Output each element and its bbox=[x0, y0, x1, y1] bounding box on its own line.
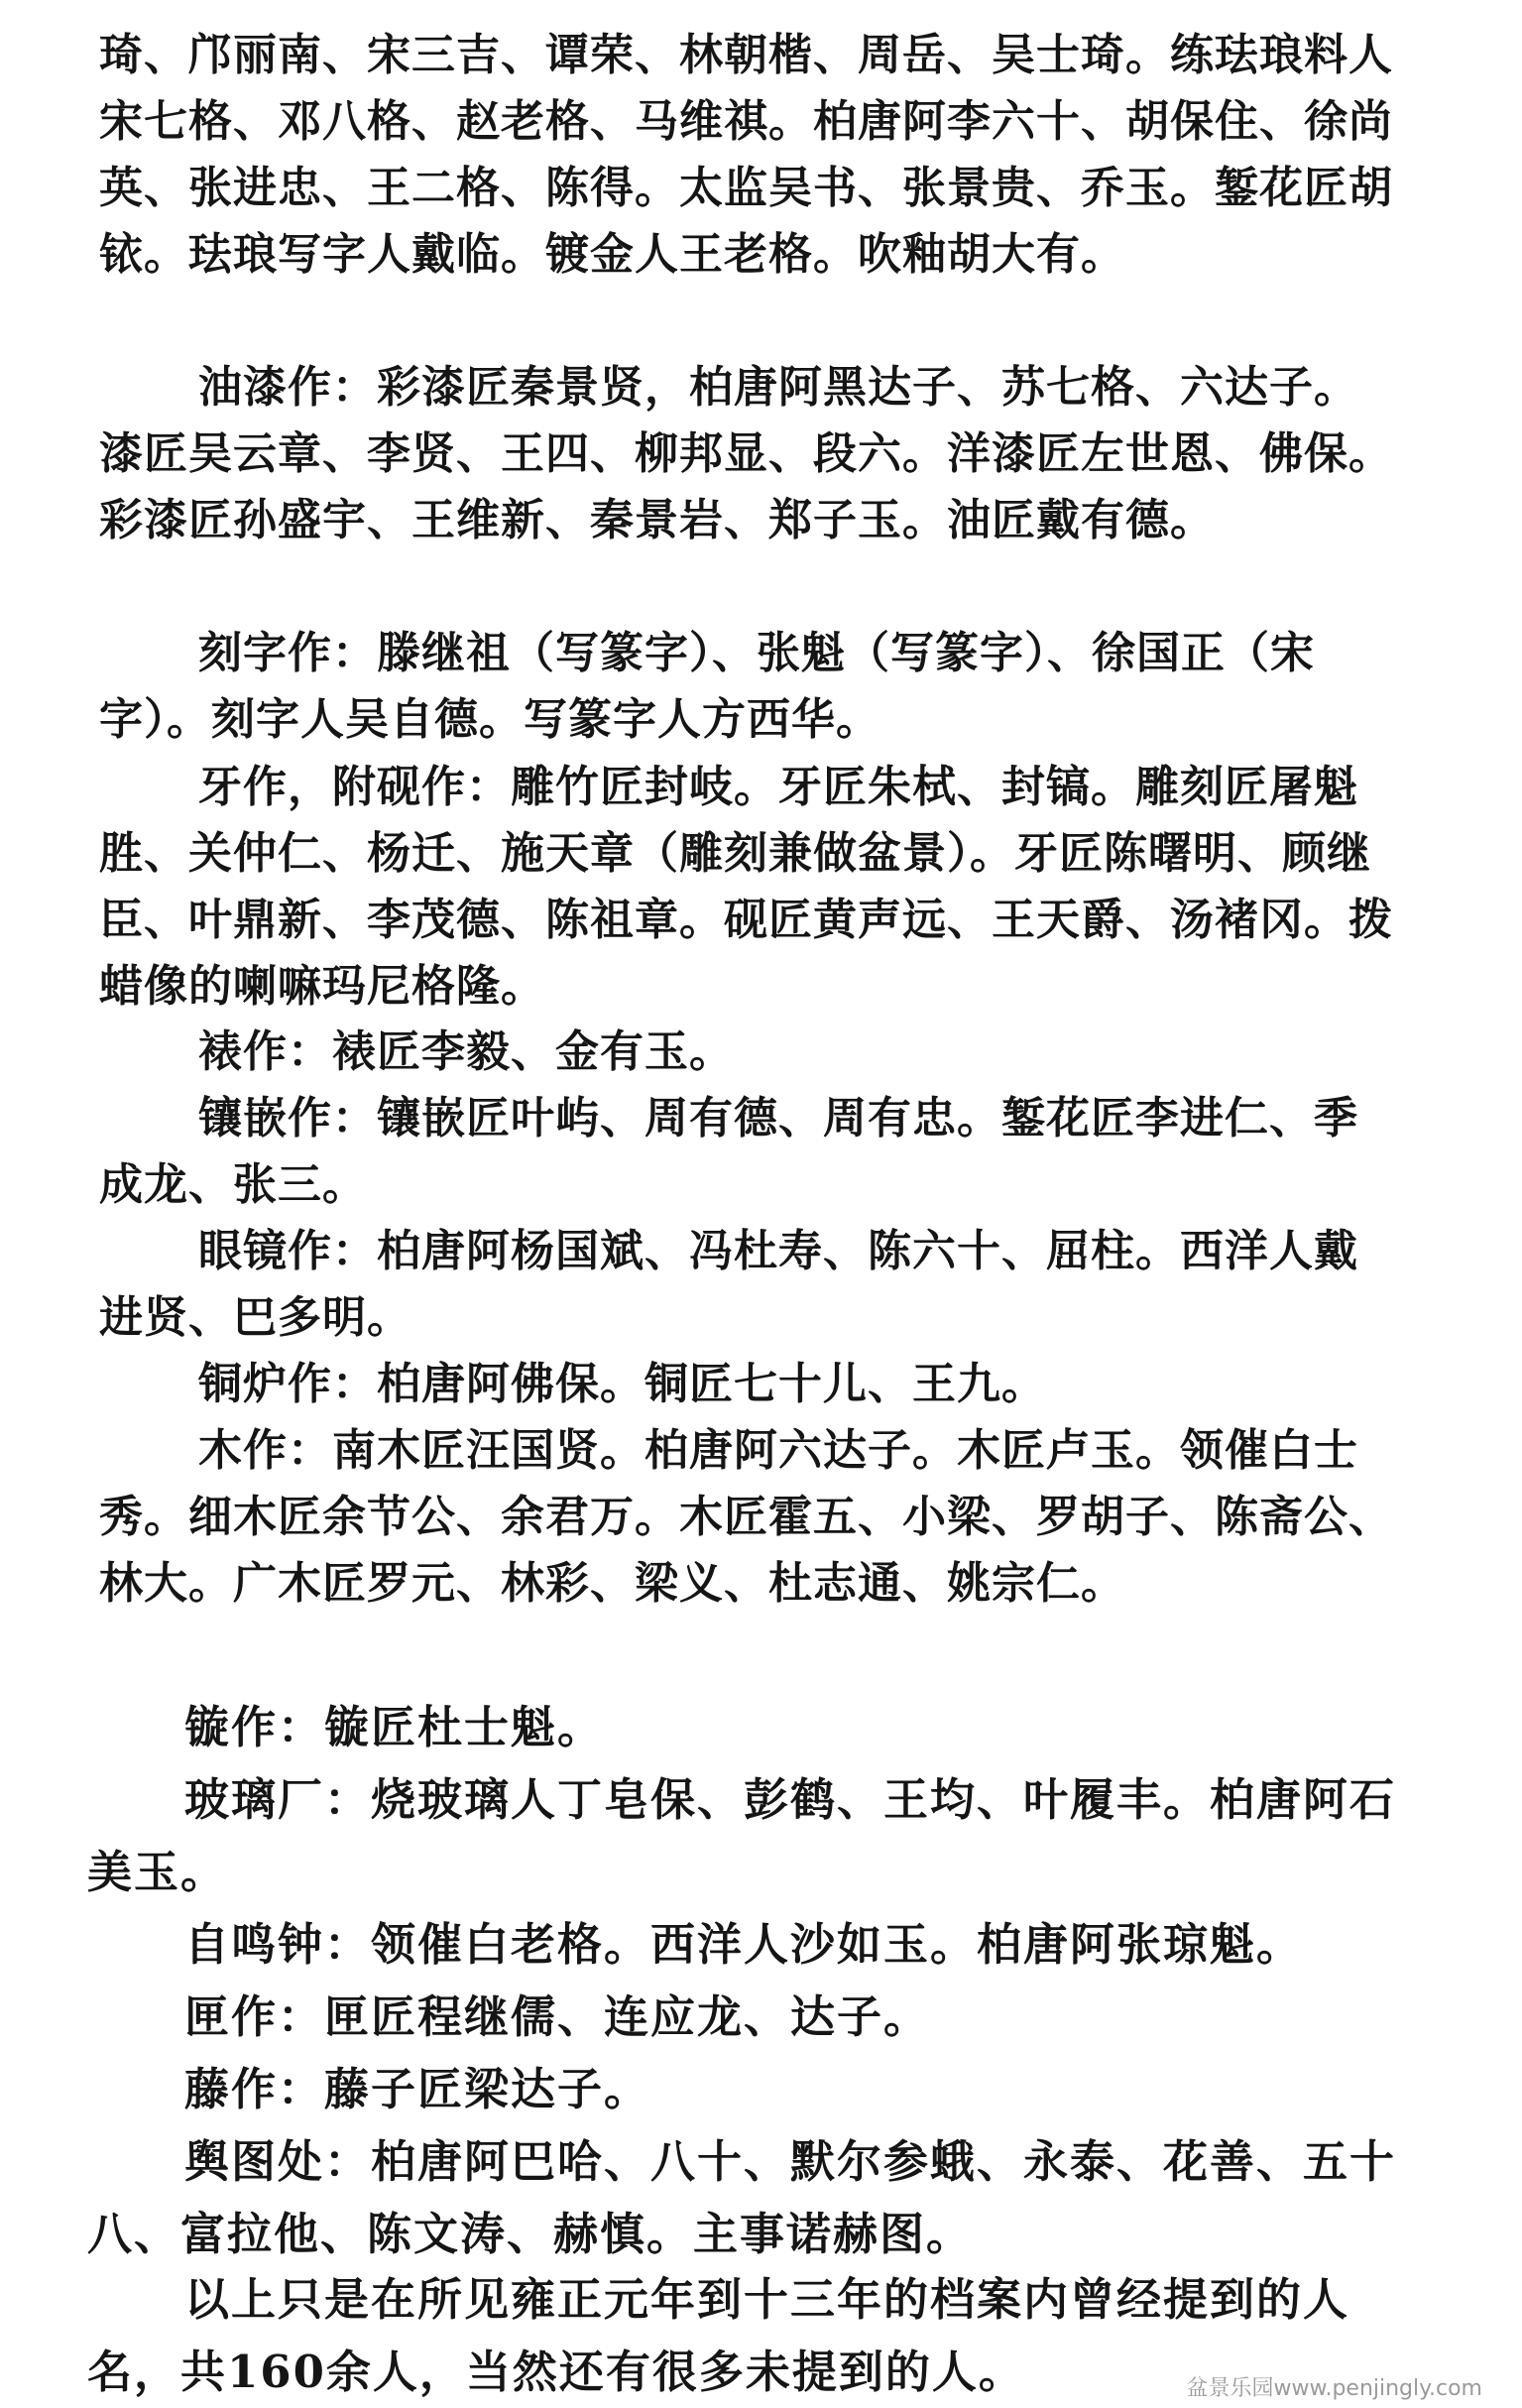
paragraph-summary: 以上只是在所见雍正元年到十三年的档案内曾经提到的人名，共160余人，当然还有很多未提到的人。 bbox=[87, 2273, 1350, 2398]
paragraph-enamel-workers: 琦、邝丽南、宋三吉、谭荣、林朝楷、周岳、吴士琦。练珐琅料人宋七格、邓八格、赵老格、马维祺。柏唐阿李六十、胡保住、徐尚英、张进忠、王二格、陈得。太监吴书、张景贵、乔玉。錾花匠胡铱。珐琅写字人戴临。镀金人王老格。吹釉胡大有。 bbox=[99, 30, 1393, 280]
paragraph-box-workshop: 匣作：匣匠程继儒、连应龙、达子。 bbox=[184, 1990, 931, 2043]
paragraph-mounting-workshop: 裱作：裱匠李毅、金有玉。 bbox=[198, 1026, 734, 1077]
paragraph-map-office: 舆图处：柏唐阿巴哈、八十、默尔参蛾、永泰、花善、五十八、富拉他、陈文涛、赫慎。主事诺赫图。 bbox=[87, 2135, 1397, 2260]
paragraph-lacquer-workshop: 油漆作：彩漆匠秦景贤，柏唐阿黑达子、苏七格、六达子。漆匠吴云章、李贤、王四、柳邦显、段六。洋漆匠左世恩、佛保。彩漆匠孙盛宇、王维新、秦景岩、郑子玉。油匠戴有德。 bbox=[99, 362, 1393, 545]
paragraph-engraving-workshop: 刻字作：滕继祖（写篆字）、张魁（写篆字）、徐国正（宋字）。刻字人吴自德。写篆字人方西华。 bbox=[99, 628, 1315, 745]
paragraph-glass-factory: 玻璃厂：烧玻璃人丁皂保、彭鹤、王均、叶履丰。柏唐阿石美玉。 bbox=[87, 1773, 1397, 1898]
paragraph-inlay-workshop: 镶嵌作：镶嵌匠叶屿、周有德、周有忠。錾花匠李进仁、季成龙、张三。 bbox=[99, 1093, 1358, 1210]
paragraph-ivory-workshop: 牙作，附砚作：雕竹匠封岐。牙匠朱栻、封镐。雕刻匠屠魁胜、关仲仁、杨迁、施天章（雕刻兼做盆景）。牙匠陈曙明、顾继臣、叶鼎新、李茂德、陈祖章。砚匠黄声远、王天爵、汤褚冈。拨蜡像的喇嘛玛尼格隆。 bbox=[99, 762, 1393, 1012]
site-watermark: 盆景乐园www.penjingly.com bbox=[1186, 2376, 1482, 2401]
paragraph-woodwork-workshop: 木作：南木匠汪国贤。柏唐阿六达子。木匠卢玉。领催白士秀。细木匠余节公、余君万。木匠霍五、小梁、罗胡子、陈斋公、林大。广木匠罗元、林彩、梁义、杜志通、姚宗仁。 bbox=[99, 1425, 1393, 1609]
paragraph-lathe-workshop: 镟作：镟匠杜士魁。 bbox=[184, 1701, 605, 1753]
paragraph-copper-stove-workshop: 铜炉作：柏唐阿佛保。铜匠七十儿、王九。 bbox=[198, 1359, 1046, 1409]
paragraph-eyeglass-workshop: 眼镜作：柏唐阿杨国斌、冯杜寿、陈六十、屈柱。西洋人戴进贤、巴多明。 bbox=[99, 1226, 1358, 1343]
paragraph-rattan-workshop: 藤作：藤子匠梁达子。 bbox=[184, 2063, 651, 2115]
paragraph-clock-workshop: 自鸣钟：领催白老格。西洋人沙如玉。柏唐阿张琼魁。 bbox=[184, 1918, 1304, 1971]
